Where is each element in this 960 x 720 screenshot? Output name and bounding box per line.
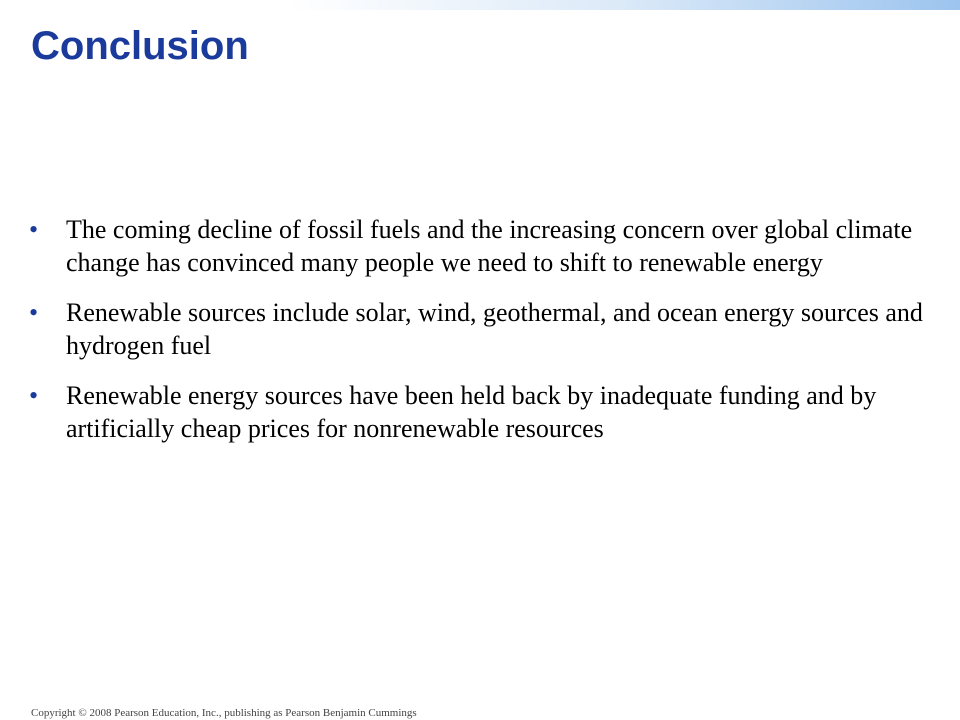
bullet-point-icon: • [29, 215, 39, 244]
bullet-point-icon: • [29, 381, 39, 410]
bullet-item [29, 213, 929, 279]
copyright-notice: Copyright © 2008 Pearson Education, Inc., publishing as Pearson Benjamin Cummings [31, 707, 417, 719]
bullet-text: Renewable energy sources have been held back by inadequate funding and by artificially cheap prices for nonrenewable resources [66, 381, 877, 443]
bullet-item [29, 379, 929, 445]
header-gradient-band [0, 0, 960, 10]
bullet-item [29, 296, 929, 362]
bullet-point-icon: • [29, 298, 39, 327]
bullet-text: Renewable sources include solar, wind, geothermal, and ocean energy sources and hydrogen fuel [66, 298, 923, 360]
bullet-text: The coming decline of fossil fuels and the increasing concern over global climate change has convinced many people we need to shift to renewable energy [66, 215, 913, 277]
bullet-list [29, 213, 929, 462]
slide-title: Conclusion [31, 24, 249, 68]
